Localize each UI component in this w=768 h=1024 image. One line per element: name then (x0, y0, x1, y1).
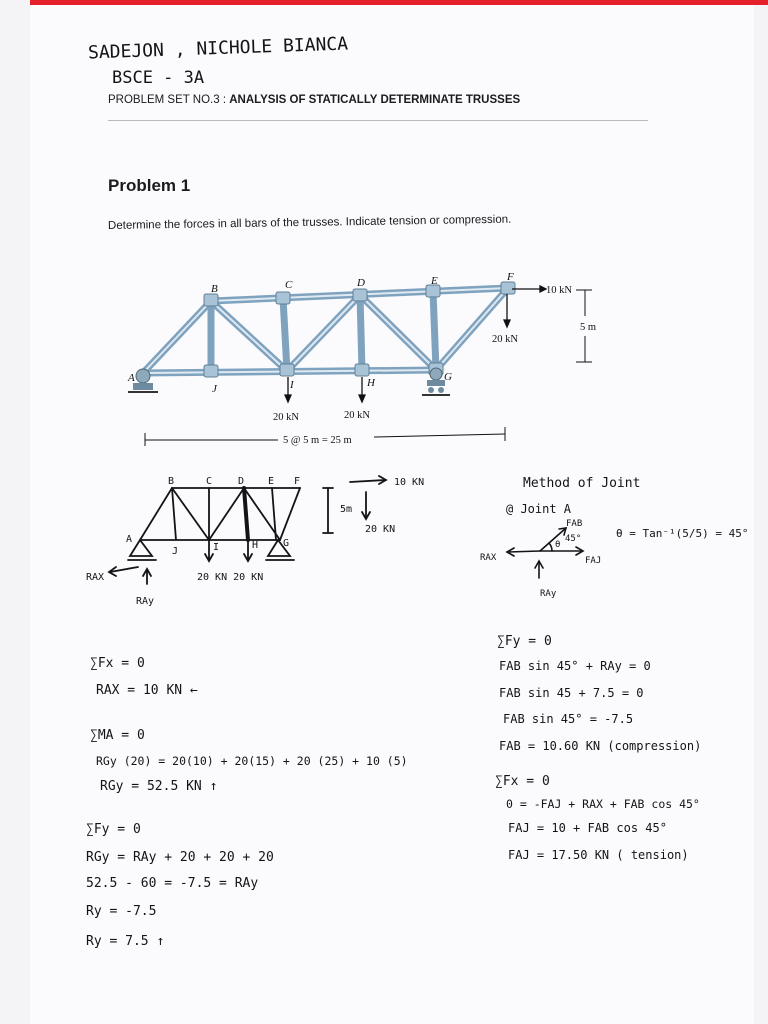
sketch-label-c: C (206, 476, 213, 487)
method-of-joint-heading: Method of Joint (523, 476, 641, 491)
sketch-member-di (209, 488, 244, 540)
node-label-c: C (285, 279, 293, 291)
theta-equation: θ = Tan⁻¹(5/5) = 45° (616, 527, 749, 540)
calc-right-1: ∑Fy = 0 (497, 634, 552, 649)
load-label-f-horizontal: 10 kN (546, 285, 572, 296)
problem-set-title: ANALYSIS OF STATICALLY DETERMINATE TRUSSES (229, 94, 521, 106)
problem-statement: Determine the forces in all bars of the trusses. Indicate tension or compression. (107, 213, 512, 232)
sketch-member-bi (172, 488, 209, 540)
sketch-load-10kn-arrow (350, 480, 385, 482)
calc-right-7: 0 = -FAJ + RAX + FAB cos 45° (506, 797, 700, 811)
fbd-label-theta: θ (555, 540, 561, 550)
sketch-member-ab (140, 488, 172, 540)
node-label-h: H (367, 377, 375, 389)
node-label-j: J (212, 383, 217, 395)
fbd-label-ray: RAy (540, 589, 557, 599)
calc-right-5: FAB = 10.60 KN (compression) (499, 739, 702, 753)
calc-left-6: ∑Fy = 0 (86, 822, 141, 837)
calc-left-2: RAX = 10 KN ← (96, 683, 198, 698)
sketch-dim-5m: 5m (340, 504, 353, 515)
sketch-load-20kn: 20 KN (365, 524, 396, 535)
calc-left-8: 52.5 - 60 = -7.5 = RAy (86, 876, 259, 891)
calc-right-4: FAB sin 45° = -7.5 (503, 712, 634, 726)
sketch-label-b: B (168, 476, 175, 487)
fbd-fab-arrow (540, 528, 566, 551)
node-label-b: B (211, 283, 218, 295)
problem-title: Problem 1 (108, 176, 191, 195)
student-section: BSCE - 3A (112, 68, 205, 88)
fbd-label-fab: FAB (566, 519, 583, 529)
load-label-i: 20 kN (273, 412, 299, 423)
sketch-ray: RAy (136, 596, 155, 607)
calc-left-1: ∑Fx = 0 (90, 656, 145, 671)
sketch-label-j: J (172, 546, 179, 557)
calc-left-9: Ry = -7.5 (86, 904, 157, 919)
sketch-label-d: D (238, 476, 245, 487)
student-name: SADEJON , NICHOLE BIANCA (87, 33, 349, 64)
calc-left-5: RGy = 52.5 KN ↑ (100, 779, 218, 794)
node-label-f: F (507, 271, 514, 283)
calc-right-6: ∑Fx = 0 (495, 774, 550, 789)
problem-set-prefix: PROBLEM SET NO.3 : (108, 94, 230, 106)
fbd-label-angle: 45° (565, 534, 582, 544)
sketch-label-h: H (252, 540, 259, 551)
sketch-load-10kn: 10 KN (394, 477, 425, 488)
calc-left-10: Ry = 7.5 ↑ (86, 934, 165, 949)
calc-right-2: FAB sin 45° + RAy = 0 (499, 659, 651, 673)
load-label-h: 20 kN (344, 410, 370, 421)
node-label-e: E (431, 275, 438, 287)
span-label: 5 @ 5 m = 25 m (283, 435, 352, 446)
height-label: 5 m (580, 322, 597, 333)
sketch-label-i: I (213, 542, 220, 553)
node-label-a: A (128, 372, 135, 384)
sketch-label-f: F (294, 476, 301, 487)
sketch-label-a: A (126, 534, 133, 545)
calc-right-3: FAB sin 45 + 7.5 = 0 (499, 686, 644, 700)
sketch-label-e: E (268, 476, 275, 487)
node-label-g: G (444, 371, 452, 383)
sketch-loads-bottom: 20 KN 20 KN (197, 572, 264, 583)
sketch-member-bj (172, 488, 176, 540)
sketch-member-dh (244, 488, 248, 540)
calc-left-7: RGy = RAy + 20 + 20 + 20 (86, 850, 274, 865)
node-label-i: I (290, 379, 294, 391)
sketch-member-fg (280, 488, 300, 540)
calc-right-8: FAJ = 10 + FAB cos 45° (508, 821, 667, 835)
calc-left-4: RGy (20) = 20(10) + 20(15) + 20 (25) + 10 (5) (96, 754, 408, 768)
sketch-rax: RAX (86, 572, 105, 583)
fbd-label-rax: RAX (480, 553, 497, 563)
calc-right-9: FAJ = 17.50 KN ( tension) (508, 848, 689, 862)
load-label-f-vertical: 20 kN (492, 334, 518, 345)
calc-left-3: ∑MA = 0 (90, 728, 145, 743)
fbd-rax-arrow (508, 551, 540, 552)
node-label-d: D (357, 277, 365, 289)
sketch-label-g: G (283, 538, 290, 549)
fbd-label-faj: FAJ (585, 556, 602, 566)
sketch-support-a (130, 540, 152, 556)
joint-a-heading: @ Joint A (506, 502, 572, 516)
